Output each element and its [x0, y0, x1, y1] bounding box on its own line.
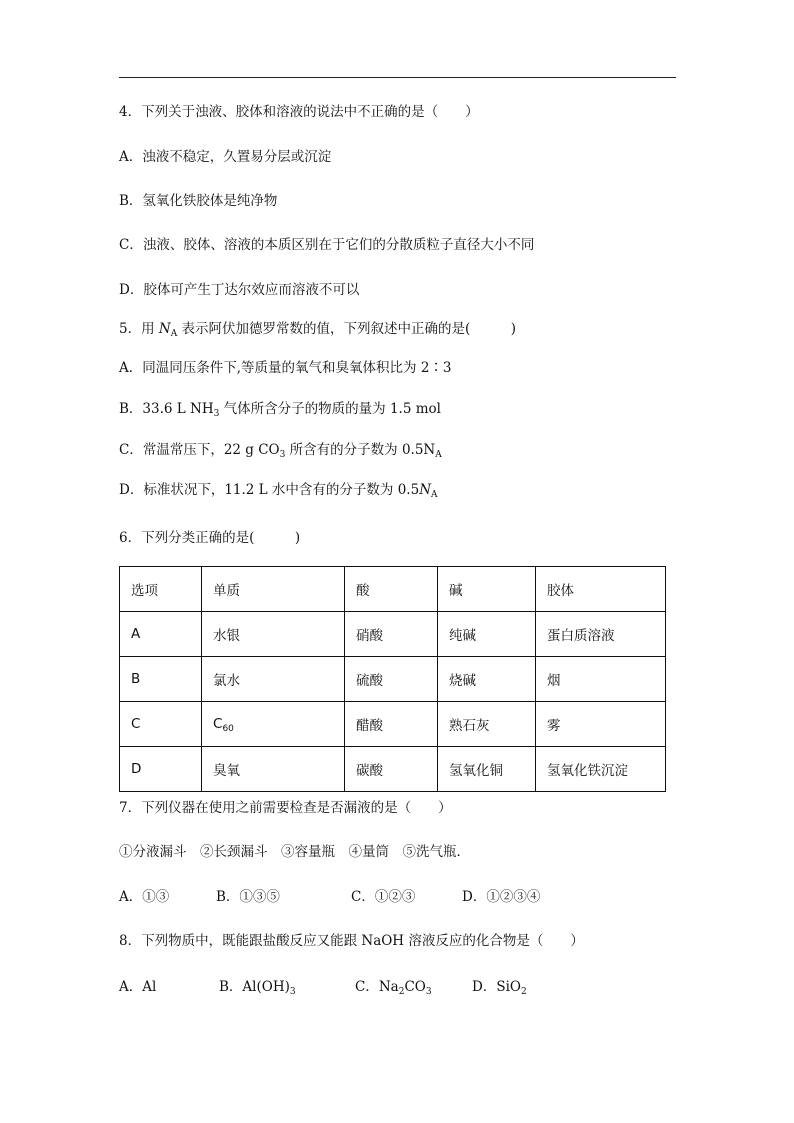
q5-option-b: B．33.6 L $NH_3$ 气体所含分子的物质的量为 1.5 mol	[119, 401, 441, 419]
table-header-cell: 选项	[120, 567, 202, 612]
q8-stem: 8．下列物质中，既能跟盐酸反应又能跟 NaOH 溶液反应的化合物是（ ）	[119, 933, 584, 949]
table-cell: 氢氧化铁沉淀	[536, 747, 666, 792]
q5-option-a: A．同温同压条件下,等质量的氧气和臭氧体积比为 2∶3	[119, 360, 452, 376]
table-cell: 醋酸	[345, 702, 438, 747]
table-cell-c60: $C_{60}$	[202, 702, 345, 747]
table-cell: 雾	[536, 702, 666, 747]
table-row	[120, 702, 666, 747]
table-cell: 熟石灰	[438, 702, 536, 747]
table-cell: B	[120, 657, 202, 702]
q7-option-d: D．①②③④	[462, 889, 541, 905]
table-header-cell: 碱	[438, 567, 536, 612]
q4-stem: 4．下列关于浊液、胶体和溶液的说法中不正确的是（ ）	[119, 104, 479, 120]
table-header-cell: 酸	[345, 567, 438, 612]
classification-table	[119, 566, 666, 792]
table-cell: 碳酸	[345, 747, 438, 792]
table-cell: 硝酸	[345, 612, 438, 657]
table-row	[120, 612, 666, 657]
q7-stem: 7．下列仪器在使用之前需要检查是否漏液的是（ ）	[119, 800, 452, 816]
table-header-cell: 胶体	[536, 567, 666, 612]
q5-option-c: C．常温常压下，22 g $CO_3$ 所含有的分子数为 $0.5N_A$	[119, 442, 442, 460]
table-cell: D	[120, 747, 202, 792]
q8-option-d: D．SiO$_2$	[472, 979, 527, 997]
header-rule	[119, 77, 676, 78]
q7-option-c: C．①②③	[351, 889, 416, 905]
table-cell: 烟	[536, 657, 666, 702]
table-cell: A	[120, 612, 202, 657]
q7-option-a: A．①③	[119, 889, 170, 905]
table-header-cell: 单质	[202, 567, 345, 612]
table-cell: 硫酸	[345, 657, 438, 702]
q4-option-c: C．浊液、胶体、溶液的本质区别在于它们的分散质粒子直径大小不同	[119, 237, 535, 253]
q4-option-b: B．氢氧化铁胶体是纯净物	[119, 193, 278, 209]
table-cell: 蛋白质溶液	[536, 612, 666, 657]
q7-items: ①分液漏斗 ②长颈漏斗 ③容量瓶 ④量筒 ⑤洗气瓶．	[119, 844, 470, 860]
table-row	[120, 657, 666, 702]
q5-stem: 5．用 $N_A$ 表示阿伏加德罗常数的值，下列叙述中正确的是( )	[119, 321, 517, 339]
q8-option-a: A．Al	[119, 979, 157, 995]
table-header-row	[120, 567, 666, 612]
q4-option-a: A．浊液不稳定，久置易分层或沉淀	[119, 149, 332, 165]
q6-stem: 6．下列分类正确的是( )	[119, 530, 301, 546]
table-cell: 水银	[202, 612, 345, 657]
q5-option-d: D．标准状况下，11.2 L 水中含有的分子数为 $0.5N_A$	[119, 482, 438, 500]
q8-option-b: B．$Al(OH)_3$	[219, 979, 296, 997]
table-cell: 氢氧化铜	[438, 747, 536, 792]
table-row	[120, 747, 666, 792]
q4-option-d: D．胶体可产生丁达尔效应而溶液不可以	[119, 282, 360, 298]
q8-option-c: C．$Na_2CO_3$	[355, 979, 432, 997]
table-cell: C	[120, 702, 202, 747]
table-cell: 纯碱	[438, 612, 536, 657]
q7-option-b: B．①③⑤	[216, 889, 280, 905]
table-cell: 氯水	[202, 657, 345, 702]
table-cell: 烧碱	[438, 657, 536, 702]
table-cell: 臭氧	[202, 747, 345, 792]
